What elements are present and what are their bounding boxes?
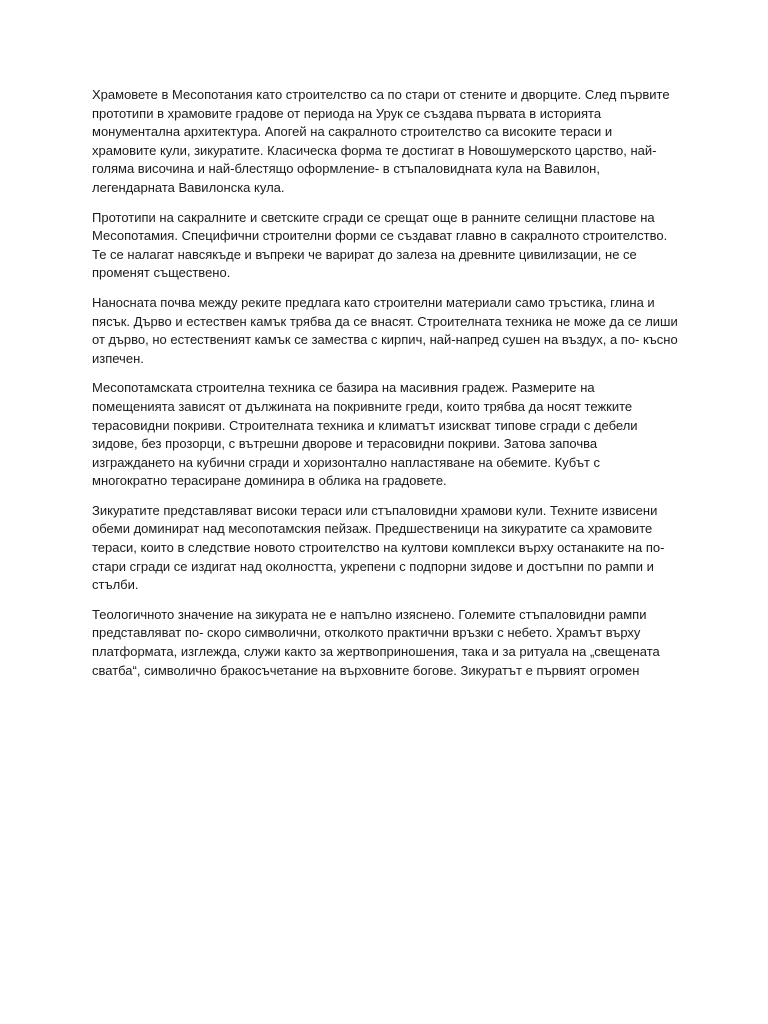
text-line: Наносната почва между реките предлага като строителни материали само тръстика, глина и <box>92 294 655 310</box>
paragraph-1 <box>92 86 682 198</box>
paragraph-3 <box>92 294 682 368</box>
paragraph-4 <box>92 379 682 491</box>
text-line: Те се налагат навсякъде и въпреки че варират до залеза на древните цивилизации, не се <box>92 246 637 262</box>
text-line: изпечен. <box>92 350 144 366</box>
text-line: обеми доминират над месопотамския пейзаж. Предшественици на зикуратите са храмовите <box>92 521 653 537</box>
text-line: стълби. <box>92 577 139 593</box>
text-line: Зикуратите представляват високи тераси или стъпаловидни храмови кули. Техните извисени <box>92 502 658 518</box>
document-body <box>92 86 682 691</box>
text-line: Теологичното значение на зикурата не е напълно изяснено. Големите стъпаловидни рампи <box>92 606 647 622</box>
text-line: помещенията зависят от дължината на покривните греди, които трябва да носят тежките <box>92 398 633 414</box>
text-line: представляват по- скоро символични, отколкото практични връзки с небето. Храмът върху <box>92 625 641 641</box>
text-line: от дърво, но естественият камък се замества с кирпич, най-напред сушен на въздух, а по- късно <box>92 332 678 348</box>
text-line: тераси, които в следствие новото строителство на култови комплекси върху останаките на по- <box>92 540 665 556</box>
text-line: променят съществено. <box>92 265 231 281</box>
paragraph-2 <box>92 209 682 283</box>
text-line: терасовидни покриви. Строителната техника и климатът изискват типове сгради с дебели <box>92 417 638 433</box>
text-line: сватба“, символично бракосъчетание на върховните богове. Зикуратът е първият огромен <box>92 662 640 678</box>
text-line: Храмовете в Месопотания като строителство са по стари от стените и дворците. След първите <box>92 87 670 102</box>
text-line: многократно терасиране доминира в облика на градовете. <box>92 473 447 489</box>
paragraph-5 <box>92 502 682 595</box>
text-line: прототипи в храмовите градове от периода на Урук се създава първата в историята <box>92 105 602 121</box>
text-line: голяма височина и най-блестящо оформление- в стъпаловидната кула на Вавилон, <box>92 161 600 177</box>
text-line: изграждането на кубични сгради и хоризонтално напластяване на обемите. Кубът с <box>92 454 601 470</box>
text-line: монументална архитектура. Апогей на сакралното строителство са високите тераси и <box>92 124 613 140</box>
text-line: пясък. Дърво и естествен камък трябва да се внасят. Строителната техника не може да се лиши <box>92 313 678 329</box>
text-line: храмовите кули, зикуратите. Класическа форма те достигат в Новошумерското царство, най- <box>92 142 657 158</box>
text-line: стари сгради се издигат над околността, укрепени с подпорни зидове и достъпни по рампи и <box>92 558 654 574</box>
text-line: платформата, изглежда, служи както за жертвоприношения, така и за ритуала на „свещената <box>92 644 660 660</box>
text-line: Месопотамия. Специфични строителни форми се създават главно в сакралното строителство. <box>92 228 668 244</box>
text-line: легендарната Вавилонска кула. <box>92 179 285 195</box>
text-line: Прототипи на сакралните и светските сгради се срещат още в ранните селищни пластове на <box>92 209 655 225</box>
text-line: Месопотамската строителна техника се базира на масивния градеж. Размерите на <box>92 380 595 396</box>
text-line: зидове, без прозорци, с вътрешни дворове и терасовидни покриви. Затова започва <box>92 436 598 452</box>
paragraph-6 <box>92 606 682 680</box>
